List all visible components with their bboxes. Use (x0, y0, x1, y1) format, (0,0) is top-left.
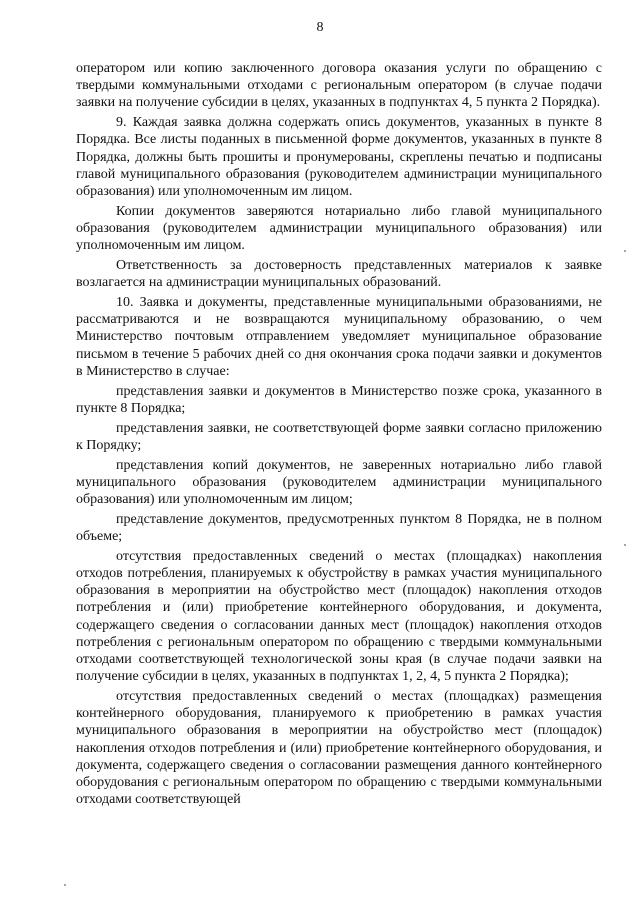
paragraph-continuation: оператором или копию заключенного договора оказания услуги по обращению с твердыми коммунальными отходами с региональным оператором (в случае подачи заявки на получение субсидии в целях, указанных в подпунктах 4, 5 пункта 2 Порядка). (76, 61, 602, 111)
paragraph-copies: Копии документов заверяются нотариально либо главой муниципального образования (руководителем администрации муниципального образования) или уполномоченным им лицом. (76, 203, 602, 254)
list-item-incomplete-documents: представление документов, предусмотренных пунктом 8 Порядка, не в полном объеме; (76, 511, 602, 545)
scan-speck (624, 250, 626, 252)
list-item-missing-site-info: отсутствия предоставленных сведений о местах (площадках) накопления отходов потребления, планируемых к обустройству в рамках участия муниципального образования в мероприятии на обустройство мест (площадок) накопления отходов потребления и (или) приобретение контейнерного оборудования, и документа, содержащего сведения о согласовании данных мест (площадок) накопления отходов потребления с региональным оператором по обращению с твердыми коммунальными отходами соответствующей технологической зоны края (в случае подачи заявки на получение субсидии в целях, указанных в подпунктах 1, 2, 4, 5 пункта 2 Порядка); (76, 548, 602, 685)
list-item-missing-container-info: отсутствия предоставленных сведений о местах (площадках) размещения контейнерного оборудования, планируемого к приобретению в рамках участия муниципального образования в мероприятии на обустройство мест (площадок) накопления отходов потребления и (или) приобретение контейнерного оборудования, и документа, содержащего сведения о согласовании размещения данного контейнерного оборудования с региональным оператором по обращению с твердыми коммунальными отходами соответствующей (76, 689, 602, 808)
page-number: 8 (316, 20, 324, 35)
paragraph-item-9: 9. Каждая заявка должна содержать опись документов, указанных в пункте 8 Порядка. Все листы поданных в письменной форме документов, указанных в пункте 8 Порядка, должны быть прошиты и пронумерованы, скреплены печатью и подписаны главой муниципального образования (руководителем администрации муниципального образования) или уполномоченным им лицом. (76, 115, 602, 200)
list-item-uncertified-copies: представления копий документов, не заверенных нотариально либо главой муниципального образования (руководителем администрации муниципального образования) или уполномоченным им лицом; (76, 457, 602, 508)
paragraph-responsibility: Ответственность за достоверность представленных материалов к заявке возлагается на администрации муниципальных образований. (76, 258, 602, 291)
scan-speck (64, 884, 66, 886)
document-body (76, 60, 602, 811)
list-item-late-submission: представления заявки и документов в Министерство позже срока, указанного в пункте 8 Порядка; (76, 383, 602, 416)
list-item-wrong-form: представления заявки, не соответствующей форме заявки согласно приложению к Порядку; (76, 420, 602, 453)
scan-speck (624, 544, 626, 546)
paragraph-item-10: 10. Заявка и документы, представленные муниципальными образованиями, не рассматриваются и не возвращаются муниципальному образованию, о чем Министерство почтовым отправлением уведомляет муниципальное образование письмом в течение 5 рабочих дней со дня окончания срока подачи заявки и документов в Министерство в случае: (76, 295, 602, 379)
